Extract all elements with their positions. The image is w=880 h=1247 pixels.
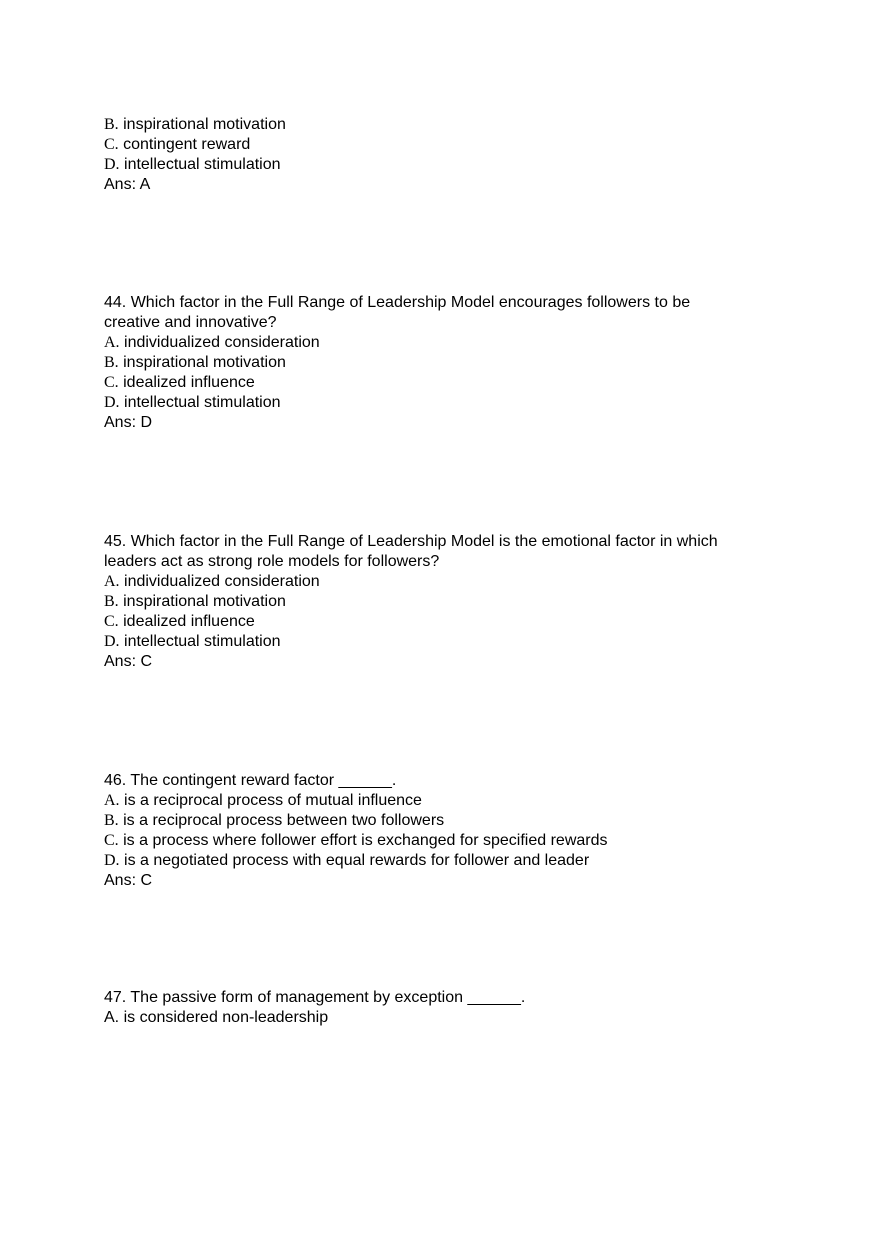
option-b: B. is a reciprocal process between two followers bbox=[104, 812, 445, 829]
option-d: D. is a negotiated process with equal rewards for follower and leader bbox=[104, 852, 590, 869]
question-47 bbox=[104, 988, 794, 1028]
option-b: B. inspirational motivation bbox=[104, 116, 286, 133]
option-d: D. intellectual stimulation bbox=[104, 156, 281, 173]
answer: Ans: C bbox=[104, 872, 153, 889]
option-c: C. idealized influence bbox=[104, 613, 255, 630]
question-45 bbox=[104, 532, 794, 672]
question-44 bbox=[104, 293, 794, 433]
answer: Ans: D bbox=[104, 414, 153, 431]
option-d: D. intellectual stimulation bbox=[104, 394, 281, 411]
option-d: D. intellectual stimulation bbox=[104, 633, 281, 650]
question-stem: 44. Which factor in the Full Range of Leadership Model encourages followers to be bbox=[104, 294, 691, 311]
question-stem-continued: creative and innovative? bbox=[104, 314, 277, 331]
answer: Ans: A bbox=[104, 176, 151, 193]
question-46 bbox=[104, 771, 794, 891]
answer: Ans: C bbox=[104, 653, 153, 670]
question-stem: 46. The contingent reward factor ______. bbox=[104, 772, 397, 789]
option-a: A. individualized consideration bbox=[104, 573, 320, 590]
option-a: A. individualized consideration bbox=[104, 334, 320, 351]
question-stem: 47. The passive form of management by exception ______. bbox=[104, 989, 526, 1006]
option-c: C. contingent reward bbox=[104, 136, 251, 153]
option-a: A. is a reciprocal process of mutual influence bbox=[104, 792, 422, 809]
option-c: C. is a process where follower effort is exchanged for specified rewards bbox=[104, 832, 608, 849]
option-c: C. idealized influence bbox=[104, 374, 255, 391]
question-stem-continued: leaders act as strong role models for followers? bbox=[104, 553, 440, 570]
option-b: B. inspirational motivation bbox=[104, 354, 286, 371]
option-a: A. is considered non-leadership bbox=[104, 1009, 329, 1026]
option-b: B. inspirational motivation bbox=[104, 593, 286, 610]
question-43-continuation bbox=[104, 115, 794, 195]
question-stem: 45. Which factor in the Full Range of Leadership Model is the emotional factor in which bbox=[104, 533, 718, 550]
